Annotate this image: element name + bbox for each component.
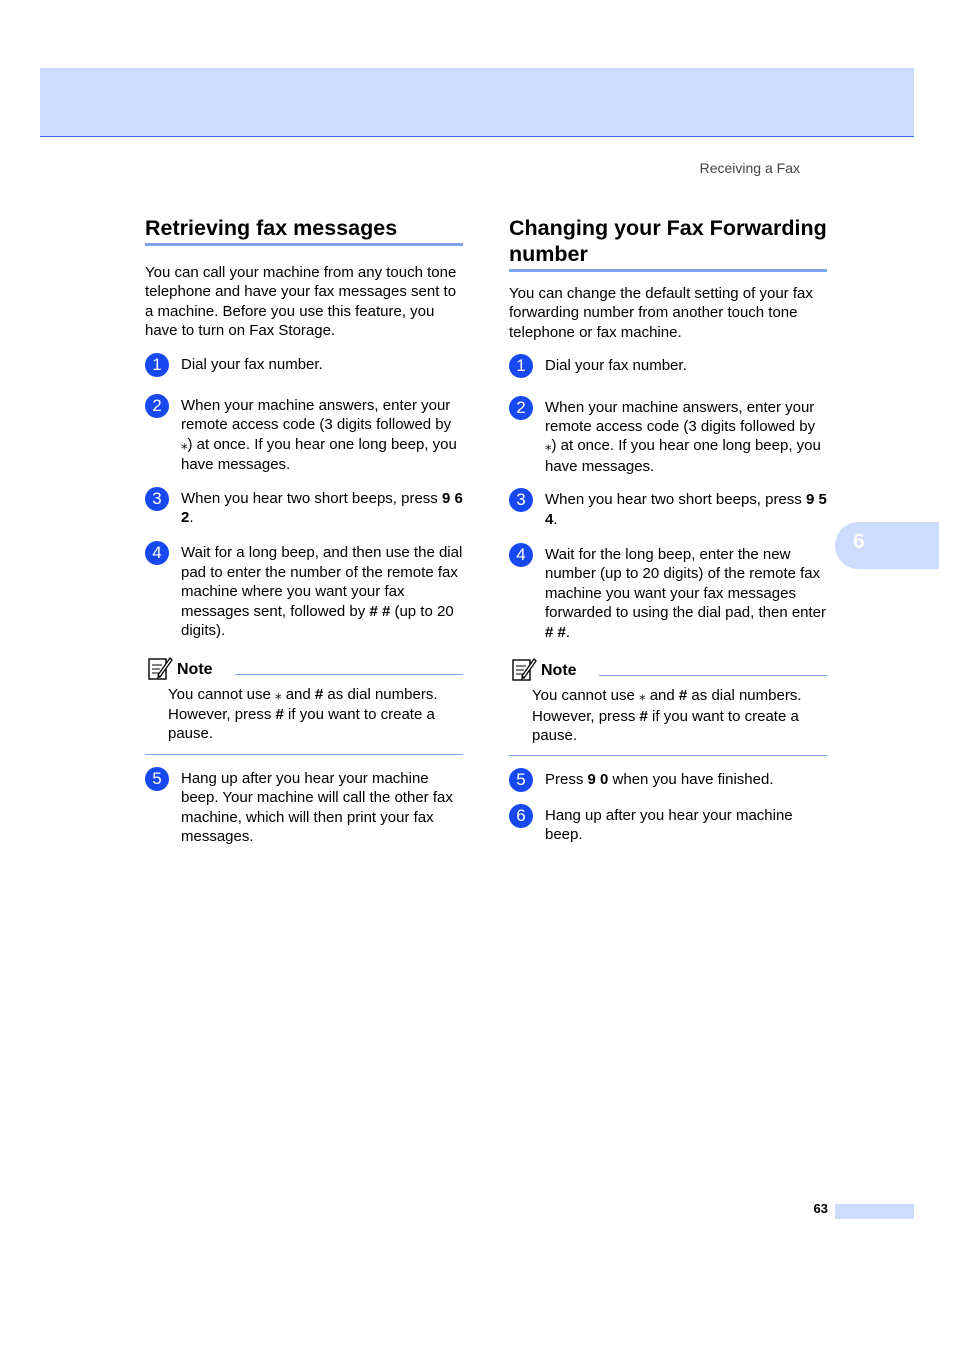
step-number-icon: 3 [145,487,169,511]
step-text: When your machine answers, enter your remote access code (3 digits followed by [181,397,452,434]
step-number-icon: 3 [509,488,533,512]
running-header: Receiving a Fax [699,160,800,176]
step-text: ) at once. If you hear one long beep, you have messages. [545,437,821,475]
step-2 [145,396,463,475]
step-number-icon: 1 [509,354,533,378]
step-3: 3 When you hear two short beeps, press 9 5 4. [509,490,827,529]
chapter-tab [835,522,939,569]
note-pencil-icon [147,655,173,681]
note-title: Note [177,660,213,678]
star-key-icon: ⁎ [275,687,282,703]
step-number-icon: 4 [145,541,169,565]
key-sequence: 9 6 2 [181,489,463,527]
note-title: Note [541,662,577,680]
page-number: 63 [813,1201,828,1216]
step-text: Wait for a long beep, and then use the dial pad to enter the number of the remote fax machine where you want your fax messages sent, followed by [181,544,463,620]
step-text: Wait for the long beep, enter the new number (up to 20 digits) of the remote fax machine you want your fax messages forwarded to using the dial pad, then enter [545,546,827,622]
step-text: Hang up after you hear your machine beep. Your machine will call the other fax machine, which will then print your fax messages. [181,769,453,845]
step-text: Dial your fax number. [181,355,323,373]
step-number-icon: 2 [145,394,169,418]
step-number-icon: 5 [145,767,169,791]
step-text: When you hear two short beeps, press [181,489,442,507]
step-number-icon: 4 [509,543,533,567]
section-intro: You can call your machine from any touch tone telephone and have your fax messages sent to a machine. Before you use this feature, you have to turn on Fax Storage. [145,264,457,340]
step-6 [509,806,827,845]
star-key-icon: ⁎ [181,437,188,453]
key-sequence: # # [545,623,566,641]
step-5: 5 Press 9 0 when you have finished. [509,770,827,789]
section-title: Changing your Fax Forwarding number [509,215,827,272]
note-divider [145,754,463,755]
key-sequence: # # [369,602,391,620]
step-3: 3 When you hear two short beeps, press 9 6 2. [145,489,463,528]
step-text: When your machine answers, enter your remote access code (3 digits followed by [545,398,816,436]
key-sequence: 9 0 [587,771,609,789]
section-retrieving-fax-messages [145,215,463,846]
step-text: Hang up after you hear your machine beep. [545,806,793,844]
header-band [40,68,914,137]
step-number-icon: 1 [145,353,169,377]
step-text: Dial your fax number. [545,357,687,375]
step-number-icon: 2 [509,396,533,420]
note-box [145,655,463,755]
step-4: 4 Wait for a long beep, and then use the dial pad to enter the number of the remote fax machine where you want your fax messages sent, followed by # # (up to 20 digits). [145,543,463,640]
step-number-icon: 6 [509,804,533,828]
note-divider [509,755,827,756]
step-text: Press [545,771,588,789]
step-4: 4 Wait for the long beep, enter the new number (up to 20 digits) of the remote fax machine you want your fax messages forwarded to using the dial pad, then enter # #. [509,545,827,642]
key-sequence: 9 5 4 [545,491,827,528]
step-2 [509,398,827,477]
section-intro: You can change the default setting of your fax forwarding number from another touch tone telephone or fax machine. [509,285,813,341]
star-key-icon: ⁎ [639,689,646,705]
note-text: You cannot use ⁎ and # as dial numbers. However, press # if you want to create a pause. [168,685,438,743]
step-1 [509,356,827,375]
note-box [509,656,827,756]
section-changing-fax-forwarding-number [509,215,827,845]
footer-bar [835,1204,914,1219]
step-text: When you hear two short beeps, press [545,491,806,509]
step-number-icon: 5 [509,768,533,792]
star-key-icon: ⁎ [545,439,552,455]
chapter-number: 6 [853,530,865,553]
section-title: Retrieving fax messages [145,215,463,246]
step-5 [145,769,463,847]
step-1 [145,355,463,374]
note-pencil-icon [511,656,537,682]
note-text: You cannot use ⁎ and # as dial numbers. However, press # if you want to create a pause. [532,687,802,744]
note-divider [599,675,827,676]
step-text: ) at once. If you hear one long beep, you have messages. [181,435,457,474]
note-divider [235,674,463,675]
